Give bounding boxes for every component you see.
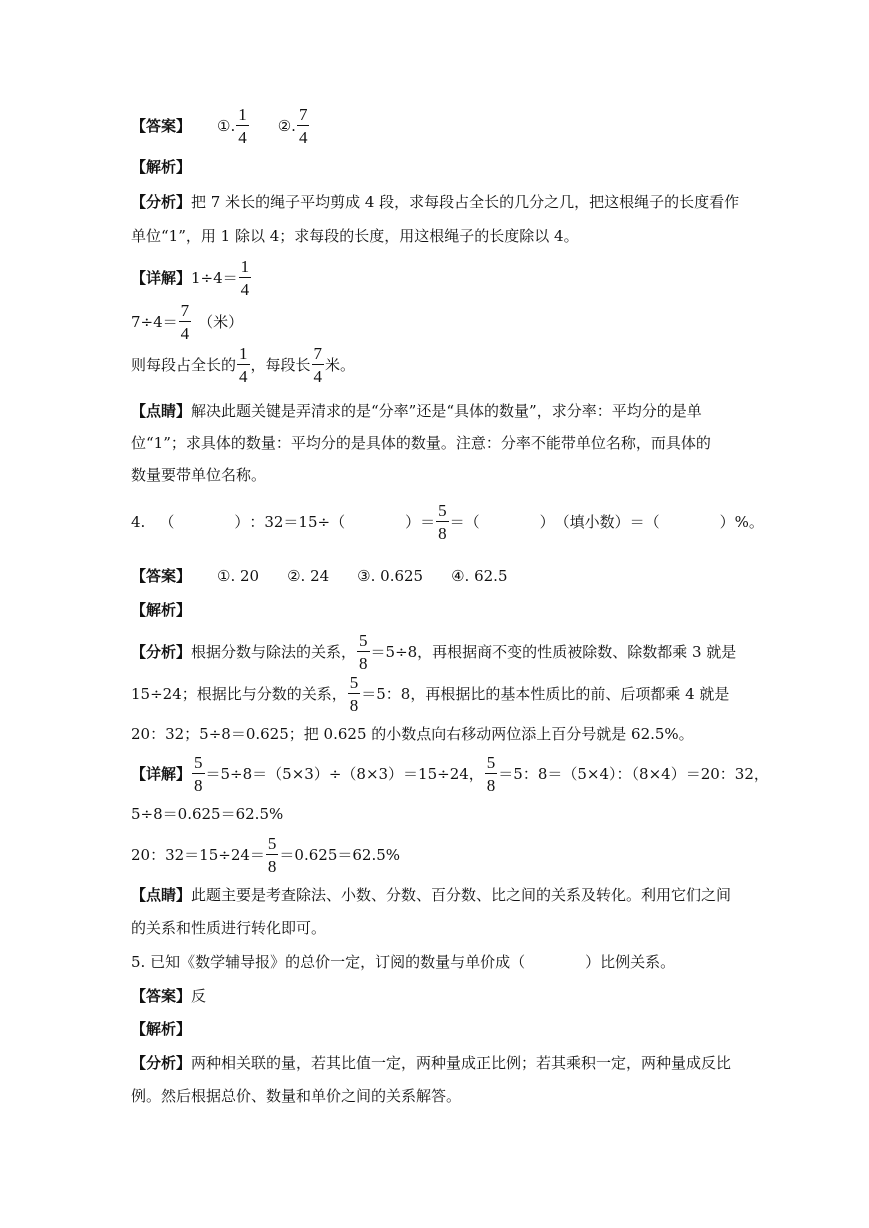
numerator: 1 — [238, 105, 247, 124]
fraction — [179, 302, 192, 342]
q3-analysis-heading — [131, 160, 191, 175]
equation-text: 20：32＝15÷24＝ — [131, 845, 265, 864]
denominator: 8 — [359, 654, 368, 673]
numerator: 7 — [313, 344, 323, 363]
analysis-label: 【解析】 — [131, 1020, 192, 1038]
q3-dianjing-line-2 — [131, 436, 711, 451]
fraction — [266, 835, 279, 875]
equation-text: ＝5：8＝（5×4）：（8×4）＝20：32， — [498, 764, 769, 783]
question-number: 4. — [131, 512, 146, 531]
fenxi-text: 15÷24；根据比与分数的关系， — [131, 684, 347, 703]
fenxi-label: 【分析】 — [131, 642, 192, 661]
fenxi-label: 【分析】 — [131, 193, 192, 211]
q4-fenxi-line-1 — [131, 632, 736, 672]
q3-fenxi-line-2 — [131, 229, 579, 244]
q4-answer-line — [131, 569, 508, 584]
denominator: 4 — [298, 128, 308, 147]
q4-analysis-heading — [131, 603, 191, 618]
answer-blank: （ ） — [644, 512, 735, 531]
fenxi-label: 【分析】 — [131, 1054, 192, 1072]
answer-item: ①. 20 — [217, 567, 260, 585]
fraction — [192, 754, 205, 794]
conclusion-text: ，每段长 — [250, 355, 311, 374]
dianjing-text: 此题主要是考查除法、小数、分数、百分数、比之间的关系及转化。利用它们之间 — [191, 886, 732, 904]
conclusion-text: 米。 — [325, 355, 356, 374]
dianjing-text: 的关系和性质进行转化即可。 — [131, 919, 327, 937]
denominator: 4 — [239, 367, 248, 386]
question-text: ：32＝15÷ — [249, 512, 331, 531]
q3-answer-line — [131, 106, 310, 146]
equation-text: ＝5÷8＝（5×3）÷（8×3）＝15÷24， — [205, 764, 484, 783]
q4-fenxi-line-2 — [131, 674, 729, 714]
numerator: 1 — [239, 344, 248, 363]
analysis-label: 【解析】 — [131, 158, 192, 176]
answer-blank: （ ） — [330, 512, 421, 531]
q4-xiangjie-line-2 — [131, 807, 283, 822]
answer-1-mark: ①. — [217, 116, 236, 135]
fenxi-text: ＝5：8，再根据比的基本性质比的前、后项都乘 4 就是 — [361, 684, 730, 703]
numerator: 5 — [438, 501, 447, 520]
numerator: 7 — [298, 105, 308, 124]
fraction — [485, 754, 498, 794]
question-4-line — [131, 502, 764, 542]
answer-label: 【答案】 — [131, 567, 192, 585]
q3-xiangjie-line-2 — [131, 302, 243, 342]
fenxi-text: 两种相关联的量，若其比值一定，两种量成正比例；若其乘积一定，两种量成反比 — [191, 1054, 732, 1072]
equation-text: 5÷8＝0.625＝62.5% — [131, 805, 284, 823]
q5-analysis-heading — [131, 1022, 191, 1037]
answer-label: 【答案】 — [131, 987, 192, 1005]
fraction — [436, 502, 449, 542]
fraction — [239, 258, 252, 298]
denominator: 4 — [313, 367, 323, 386]
q3-fenxi-line-1 — [131, 195, 739, 210]
q4-fenxi-line-3 — [131, 727, 694, 742]
dianjing-text: 数量要带单位名称。 — [131, 466, 267, 484]
fraction — [312, 345, 325, 385]
q4-dianjing-line-2 — [131, 921, 326, 936]
fenxi-text: 单位“1”，用 1 除以 4；求每段的长度，用这根绳子的长度除以 4。 — [131, 227, 579, 245]
answer-item: ④. 62.5 — [451, 567, 508, 585]
denominator: 4 — [240, 280, 250, 299]
numerator: 5 — [359, 631, 368, 650]
denominator: 8 — [267, 857, 277, 876]
q5-fenxi-line-2 — [131, 1089, 461, 1104]
q4-xiangjie-line-3 — [131, 835, 400, 875]
fraction — [348, 674, 361, 714]
fraction — [237, 345, 250, 385]
question-text: 5. 已知《数学辅导报》的总价一定，订阅的数量与单价成（ ）比例关系。 — [131, 953, 676, 971]
question-text: %。 — [734, 512, 764, 531]
answer-value: 反 — [191, 987, 207, 1005]
question-text: ＝ — [449, 512, 465, 531]
denominator: 4 — [238, 128, 247, 147]
q4-dianjing-line-1 — [131, 888, 731, 903]
q3-conclusion-line — [131, 345, 355, 385]
dianjing-label: 【点睛】 — [131, 402, 192, 420]
numerator: 5 — [267, 834, 277, 853]
q5-fenxi-line-1 — [131, 1056, 731, 1071]
fenxi-text: 根据分数与除法的关系， — [191, 642, 357, 661]
conclusion-text: 则每段占全长的 — [131, 355, 237, 374]
analysis-label: 【解析】 — [131, 601, 192, 619]
q4-xiangjie-line-1 — [131, 754, 769, 794]
question-5-line — [131, 955, 675, 970]
xiangjie-label: 【详解】 — [131, 764, 192, 783]
numerator: 5 — [194, 753, 203, 772]
answer-item: ②. 24 — [287, 567, 330, 585]
answer-2-fraction — [297, 106, 310, 146]
numerator: 5 — [486, 753, 496, 772]
denominator: 8 — [194, 776, 203, 795]
dianjing-label: 【点睛】 — [131, 886, 192, 904]
answer-blank: （ ） — [159, 512, 250, 531]
fraction — [357, 632, 370, 672]
q3-dianjing-line-3 — [131, 468, 266, 483]
denominator: 8 — [486, 776, 496, 795]
dianjing-text: 位“1”；求具体的数量：平均分的是具体的数量。注意：分率不能带单位名称，而具体的 — [131, 434, 711, 452]
q3-xiangjie-line-1 — [131, 258, 252, 298]
q3-dianjing-line-1 — [131, 404, 702, 419]
answer-label: 【答案】 — [131, 116, 192, 135]
numerator: 7 — [180, 301, 190, 320]
numerator: 1 — [240, 257, 250, 276]
answer-item: ③. 0.625 — [357, 567, 424, 585]
numerator: 5 — [349, 673, 359, 692]
denominator: 8 — [349, 696, 359, 715]
question-text: （填小数）＝ — [554, 512, 645, 531]
answer-1-fraction — [236, 106, 249, 146]
fenxi-text: 把 7 米长的绳子平均剪成 4 段，求每段占全长的几分之几，把这根绳子的长度看作 — [191, 193, 740, 211]
unit-text: （米） — [198, 312, 244, 331]
fenxi-text: 20：32；5÷8＝0.625；把 0.625 的小数点向右移动两位添上百分号就是 62.5%。 — [131, 725, 694, 743]
equation-text: 1÷4＝ — [191, 268, 238, 287]
answer-2-mark: ②. — [277, 116, 296, 135]
denominator: 8 — [438, 524, 447, 543]
denominator: 4 — [180, 324, 190, 343]
equation-text: ＝0.625＝62.5% — [279, 845, 401, 864]
dianjing-text: 解决此题关键是弄清求的是“分率”还是“具体的数量”，求分率：平均分的是单 — [191, 402, 702, 420]
q5-answer-line — [131, 989, 206, 1004]
fenxi-text: 例。然后根据总价、数量和单价之间的关系解答。 — [131, 1087, 462, 1105]
equation-text: 7÷4＝ — [131, 312, 178, 331]
fenxi-text: ＝5÷8，再根据商不变的性质被除数、除数都乘 3 就是 — [370, 642, 737, 661]
answer-blank: （ ） — [464, 512, 555, 531]
question-text: ＝ — [420, 512, 436, 531]
xiangjie-label: 【详解】 — [131, 268, 192, 287]
